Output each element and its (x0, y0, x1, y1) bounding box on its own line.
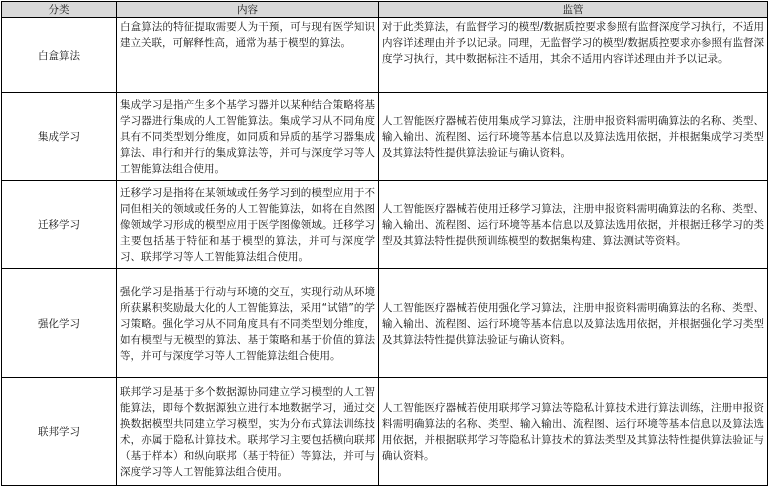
content-cell: 强化学习是指基于行动与环境的交互，实现行动从环境所获累积奖励最大化的人工智能算法，采用“试错”的学习策略。强化学习从不同角度具有不同类型划分维度，如有模型与无模型的算法、基于策略和基于价值的算法等，并可与深度学习等人工智能算法组合使用。 (117, 269, 379, 378)
regulation-cell: 人工智能医疗器械若使用迁移学习算法，注册申报资料需明确算法的名称、类型、输入输出、流程图、运行环境等基本信息以及算法选用依据，并根据迁移学习的类型及其算法特性提供预训练模型的数据集构建、算法测试等资料。 (379, 181, 768, 269)
table-row (2, 181, 768, 269)
table-row (2, 378, 768, 486)
header-regulation: 监管 (379, 2, 768, 18)
content-cell: 集成学习是指产生多个基学习器并以某种结合策略将基学习器进行集成的人工智能算法。集成学习从不同角度具有不同类型划分维度，如同质和异质的基学习器集成算法、串行和并行的集成算法等，并可与深度学习等人工智能算法组合使用。 (117, 93, 379, 181)
regulation-cell: 人工智能医疗器械若使用强化学习算法，注册申报资料需明确算法的名称、类型、输入输出、流程图、运行环境等基本信息以及算法选用依据，并根据强化学习类型及其算法特性提供算法验证与确认资料。 (379, 269, 768, 378)
content-cell: 联邦学习是基于多个数据源协同建立学习模型的人工智能算法，即每个数据源独立进行本地数据学习，通过交换数据模型共同建立学习模型，实为分布式算法训练技术，亦属于隐私计算技术。联邦学习主要包括横向联邦（基于样本）和纵向联邦（基于特征）等算法，并可与深度学习等人工智能算法组合使用。 (117, 378, 379, 486)
header-content: 内容 (117, 2, 379, 18)
regulation-cell: 对于此类算法，有监督学习的模型/数据质控要求参照有监督深度学习执行，不适用内容详述理由并予以记录。同理，无监督学习的模型/数据质控要求亦参照有监督深度学习执行，其中数据标注不适用，其余不适用内容详述理由并予以记录。 (379, 18, 768, 93)
regulation-cell: 人工智能医疗器械若使用联邦学习算法等隐私计算技术进行算法训练，注册申报资料需明确算法的名称、类型、输入输出、流程图、运行环境等基本信息以及算法选用依据，并根据联邦学习等隐私计算技术的算法类型及其算法特性提供算法验证与确认资料。 (379, 378, 768, 486)
table-header-row (2, 2, 768, 18)
category-cell: 联邦学习 (2, 378, 117, 486)
algorithm-regulation-table (1, 1, 768, 486)
regulation-cell: 人工智能医疗器械若使用集成学习算法，注册申报资料需明确算法的名称、类型、输入输出、流程图、运行环境等基本信息以及算法选用依据，并根据集成学习类型及其算法特性提供算法验证与确认资料。 (379, 93, 768, 181)
header-category: 分类 (2, 2, 117, 18)
table-row (2, 269, 768, 378)
category-cell: 迁移学习 (2, 181, 117, 269)
category-cell: 集成学习 (2, 93, 117, 181)
category-cell: 白盒算法 (2, 18, 117, 93)
content-cell: 迁移学习是指将在某领域或任务学习到的模型应用于不同但相关的领域或任务的人工智能算法，如将在自然图像领域学习形成的模型应用于医学图像领域。迁移学习主要包括基于特征和基于模型的算法，并可与深度学习、联邦学习等人工智能算法组合使用。 (117, 181, 379, 269)
table-row (2, 93, 768, 181)
category-cell: 强化学习 (2, 269, 117, 378)
content-cell: 白盒算法的特征提取需要人为干预，可与现有医学知识建立关联，可解释性高，通常为基于模型的算法。 (117, 18, 379, 93)
table-row (2, 18, 768, 93)
